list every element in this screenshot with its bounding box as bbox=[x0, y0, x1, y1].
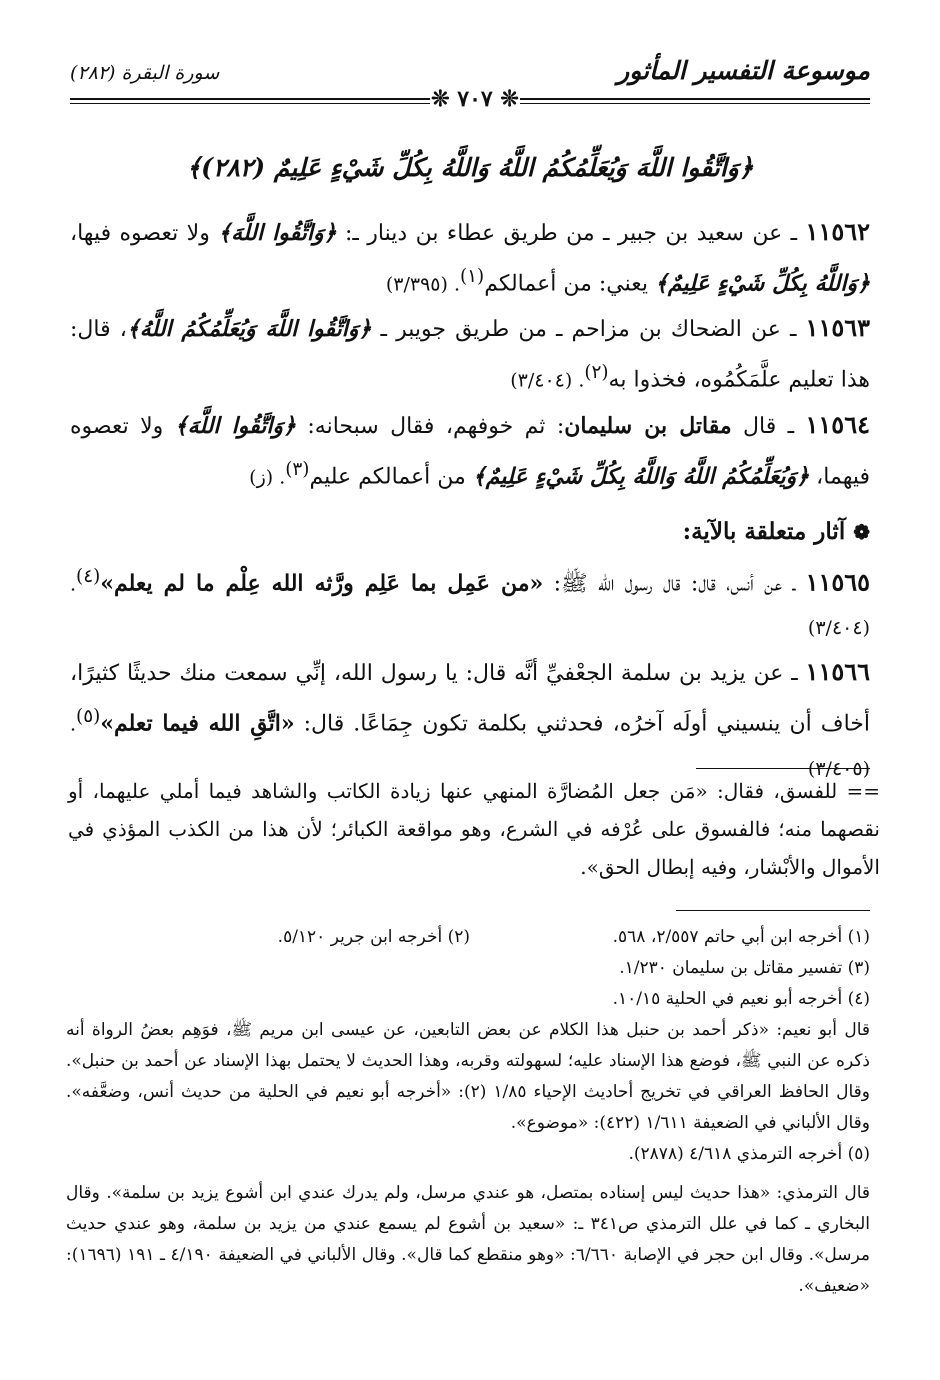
athar-entry bbox=[70, 650, 870, 790]
page-number: ❊ ٧٠٧ ❊ bbox=[431, 86, 519, 112]
page-header bbox=[70, 52, 870, 112]
quran-quote: ﴿وَاتَّقُوا اللَّهَ﴾ bbox=[218, 220, 337, 246]
footnote-4: (٤) أخرجه أبو نعيم في الحلية ١٠/١٥. bbox=[612, 989, 870, 1009]
footnote-3: (٣) تفسير مقاتل بن سليمان ١/٢٣٠. bbox=[619, 958, 870, 978]
hadith-text: «من عَمِل بما عَلِم ورَّثه الله عِلْم ما لم يعلم» bbox=[100, 570, 544, 597]
verse-heading: ﴿وَاتَّقُوا اللَّهَ وَيُعَلِّمُكُمُ اللَّهُ وَاللَّهُ بِكُلِّ شَيْءٍ عَلِيمٌ (٢٨٢)﴾ bbox=[186, 153, 754, 182]
flower-ornament-icon: ❁ bbox=[853, 519, 870, 544]
entry-text: ـ عن يزيد بن سلمة الجعْفيِّ أنَّه قال: يا رسول الله، إنِّي سمعت منك حديثًا كثيرًا، أخاف أن ينسيني أولَه آخرُه، فحدثني بكلمة تكون جِمَاعًا. قال: bbox=[70, 661, 870, 737]
volume-reference: . (٣/٣٩٥) bbox=[385, 273, 461, 296]
entry-text: ـ عن الضحاك بن مزاحم ـ من طريق جويبر ـ bbox=[371, 317, 806, 343]
tafsir-entry bbox=[70, 306, 870, 402]
footnote-marker: (٢) bbox=[584, 362, 609, 384]
section-heading-text: آثار متعلقة بالآية: bbox=[682, 517, 846, 545]
volume-reference: . (٣/٤٠٤) bbox=[510, 369, 585, 392]
entry-text: ولا تعصوه فيهما، bbox=[70, 413, 870, 489]
entry-number: ١١٥٦٥ bbox=[805, 567, 871, 597]
volume-reference: . (٣/٤٠٥) bbox=[70, 713, 870, 780]
narrator-name: مقاتل بن سليمان bbox=[564, 412, 732, 439]
volume-reference: . (٣/٤٠٤) bbox=[70, 573, 870, 640]
section-separator bbox=[696, 768, 870, 769]
quran-quote: ﴿وَاتَّقُوا اللَّهَ وَيُعَلِّمُكُمُ اللَّهُ﴾ bbox=[126, 316, 372, 343]
entry-text: : ثم خوفهم، فقال سبحانه: bbox=[295, 413, 565, 439]
entry-text: ، قال: هذا تعليم علَّمَكُمُوه، فخذوا به bbox=[70, 317, 870, 393]
quran-quote: ﴿وَاتَّقُوا اللَّهَ﴾ bbox=[174, 412, 296, 439]
footnotes bbox=[66, 922, 870, 1302]
footnote-marker: (٣) bbox=[285, 458, 310, 480]
tafsir-entry bbox=[70, 403, 870, 499]
footnote-2: (٢) أخرجه ابن جرير ٥/١٢٠. bbox=[277, 927, 470, 947]
surah-label: سورة البقرة (٢٨٢) bbox=[70, 62, 220, 84]
entry-number: ١١٥٦٢ bbox=[805, 217, 870, 246]
section-heading bbox=[70, 511, 870, 553]
tafsir-entry bbox=[70, 210, 870, 306]
footnote-5: (٥) أخرجه الترمذي ٤/٦١٨ (٢٨٧٨). bbox=[628, 1144, 870, 1164]
footnote-gap bbox=[66, 1170, 870, 1178]
entry-text: ـ عن سعيد بن جبير ـ من طريق عطاء بن دينار ـ: bbox=[336, 221, 806, 246]
footnote-4-note: قال أبو نعيم: «ذكر أحمد بن حنبل هذا الكلام عن بعض التابعين، عن عيسى ابن مريم ﷺ، فوَهِم بعضُ الرواة أنه ذكره عن النبي ﷺ، فوضع هذا الإسناد عليه؛ لسهولته وقربه، وهذا الحديث لا يحتمل بهذا الإسناد عن أحمد بن حنبل». وقال الحافظ العراقي في تخريج أحاديث الإحياء ١/٨٥ (٢): «أخرجه أبو نعيم في الحلية من حديث أنس، وضعَّفه». وقال الألباني في الضعيفة ١/٦١١ (٤٢٢): «موضوع». bbox=[66, 1020, 870, 1133]
entry-text: ولا تعصوه فيها، bbox=[70, 221, 219, 246]
entry-number: ١١٥٦٣ bbox=[805, 313, 870, 343]
footnote-row bbox=[66, 922, 870, 953]
quran-quote: ﴿وَيُعَلِّمُكُمُ اللَّهُ وَاللَّهُ بِكُلِّ شَيْءٍ عَلِيمٌ﴾ bbox=[472, 462, 810, 489]
footnote-marker: (٥) bbox=[76, 706, 101, 728]
footnote-marker: (٤) bbox=[76, 565, 101, 587]
footnote-marker: (١) bbox=[460, 266, 485, 287]
footnote-5-note: قال الترمذي: «هذا حديث ليس إسناده بمتصل، هو عندي مرسل، ولم يدرك عندي ابن أشوع يزيد بن سلمة». وقال البخاري ـ كما في علل الترمذي ص٣٤١ ـ: «سعيد بن أشوع لم يسمع عندي من يزيد بن سلمة، وهو عندي حديث مرسل». وقال ابن حجر في الإصابة ٦/٦٦٠: «وهو منقطع كما قال». وقال الألباني في الضعيفة ٤/١٩٠ ـ ١٩١ (١٦٩٦): «ضعيف». bbox=[66, 1183, 870, 1296]
entry-text: ـ عن أنس، قال: قال رسول الله ﷺ: bbox=[543, 571, 806, 597]
volume-reference: . (ز) bbox=[249, 465, 286, 488]
entry-text: ـ قال bbox=[731, 413, 806, 439]
entry-text: يعني: من أعمالكم bbox=[484, 271, 655, 297]
main-text bbox=[70, 148, 870, 791]
quran-quote: ﴿وَاللَّهُ بِكُلِّ شَيْءٍ عَلِيمٌ﴾ bbox=[654, 270, 870, 297]
footnote-1: (١) أخرجه ابن أبي حاتم ٢/٥٥٧، ٥٦٨. bbox=[612, 927, 870, 947]
footnote-separator bbox=[676, 910, 870, 911]
entry-number: ١١٥٦٦ bbox=[805, 657, 870, 687]
continued-note: == للفسق، فقال: «مَن جعل المُضارَّة المنهي عنها زيادة الكاتب والشاهد فيما أملي عليهما، أو نقصهما منه؛ فالفسوق على عُرْفه في الشرع، وهو مواقعة الكبائر؛ لأن هذا من الكذب المؤذي في الأموال والأبْشار، وفيه إبطال الحق». bbox=[68, 779, 880, 879]
athar-entry bbox=[70, 555, 870, 650]
book-title: موسوعة التفسير المأثور bbox=[617, 56, 870, 85]
hadith-text: «اتَّقِ الله فيما تعلم» bbox=[100, 710, 295, 737]
entry-number: ١١٥٦٤ bbox=[805, 409, 870, 439]
entry-text: من أعمالكم عليم bbox=[309, 463, 473, 489]
